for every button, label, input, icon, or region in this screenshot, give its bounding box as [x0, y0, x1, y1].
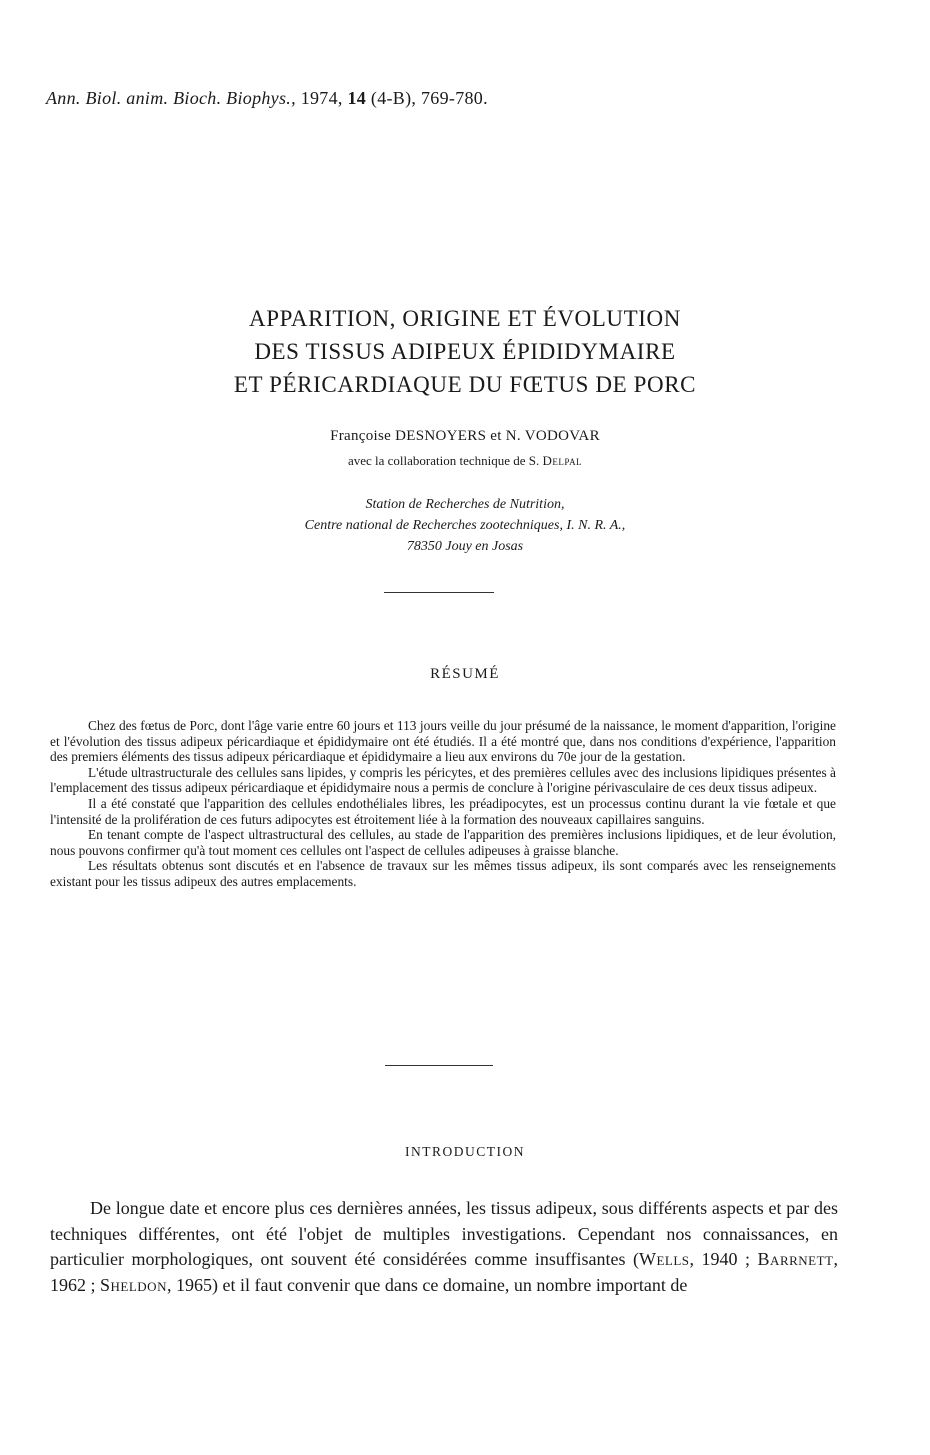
ref-wells-year: , 1940 ; [689, 1249, 758, 1269]
introduction-body [50, 1196, 838, 1298]
affiliation-line-2: Centre national de Recherches zootechniques, I. N. R. A., [304, 518, 626, 533]
affiliation-line-1: Station de Recherches de Nutrition, [365, 497, 565, 512]
technical-collaboration [0, 453, 930, 469]
collab-name: Delpal [542, 453, 583, 468]
citation-volume: 14 [347, 88, 367, 108]
resume-paragraph-2: L'étude ultrastructurale des cellules sans lipides, y compris les péricytes, et des premières cellules avec des inclusions lipidiques présentes à l'emplacement des tissus adipeux péricardiaque et épididymaire nous a permis de conclure à l'origine périvasculaire de ces deux tissus adipeux. [50, 764, 836, 796]
citation-journal: Ann. Biol. anim. Bioch. Biophys., [46, 88, 296, 108]
citation-year: 1974, [300, 88, 343, 108]
title-line-3: ET PÉRICARDIAQUE DU FŒTUS DE PORC [233, 372, 697, 397]
author-names: Françoise DESNOYERS et N. VODOVAR [330, 428, 600, 444]
citation-issue-pages: (4-B), 769-780. [370, 88, 488, 108]
resume-paragraph-4: En tenant compte de l'aspect ultrastructural des cellules, au stade de l'apparition des premières inclusions lipidiques, et de leur évolution, nous pouvons confirmer qu'à tout moment ces cellules ont l'aspect de cellules adipeuses à graisse blanche. [50, 827, 836, 858]
title-line-1: APPARITION, ORIGINE ET ÉVOLUTION [249, 306, 681, 331]
resume-body [50, 718, 836, 890]
resume-paragraph-3: Il a été constaté que l'apparition des cellules endothéliales libres, les préadipocytes, est un processus continu durant la vie fœtale et que l'intensité de la prolifération de ces futurs adipocytes est étroitement liée à la formation des nouveaux capillaires sanguins. [50, 795, 836, 827]
affiliation [0, 494, 930, 557]
divider-rule-top [384, 592, 494, 593]
introduction-paragraph [50, 1196, 838, 1298]
ref-barrnett-year: , 1962 ; [50, 1249, 838, 1295]
resume-paragraph-1: Chez des fœtus de Porc, dont l'âge varie entre 60 jours et 113 jours veille du jour présumé de la naissance, le moment d'apparition, l'origine et l'évolution des tissus adipeux péricardiaque et épididymaire ont été étudiés. Il a été montré que, dans nos conditions d'expérience, l'apparition des premiers éléments des tissus adipeux péricardiaque et épididymaire a lieu aux environs du 70e jour de la gestation. [50, 718, 836, 765]
title-line-2: DES TISSUS ADIPEUX ÉPIDIDYMAIRE [254, 339, 676, 364]
collab-prefix: avec la collaboration technique de S. [347, 453, 540, 468]
ref-barrnett: Barrnett [757, 1249, 834, 1269]
ref-sheldon-year: , 1965 [166, 1274, 212, 1295]
journal-citation [46, 88, 488, 109]
divider-rule-bottom [385, 1065, 493, 1066]
affiliation-line-3: 78350 Jouy en Josas [406, 539, 524, 554]
ref-wells: Wells [639, 1249, 690, 1269]
intro-text-a: De longue date et encore plus ces dernières années, les tissus adipeux, sous différents aspects et par des techniques différentes, ont été l'objet de multiples investigations. Cependant nos connaissances, en particulier morphologiques, ont souvent été considérées comme insuffisantes ( [50, 1198, 838, 1269]
resume-paragraph-5: Les résultats obtenus sont discutés et en l'absence de travaux sur les mêmes tissus adipeux, ils sont comparés avec les renseignements existant pour les tissus adipeux des autres emplacements. [50, 858, 836, 889]
resume-heading: RÉSUMÉ [430, 666, 500, 682]
ref-sheldon: Sheldon [100, 1274, 167, 1295]
article-title [0, 302, 930, 401]
introduction-heading: INTRODUCTION [405, 1144, 525, 1159]
intro-text-b: ) et il faut convenir que dans ce domaine, un nombre important de [211, 1274, 688, 1295]
